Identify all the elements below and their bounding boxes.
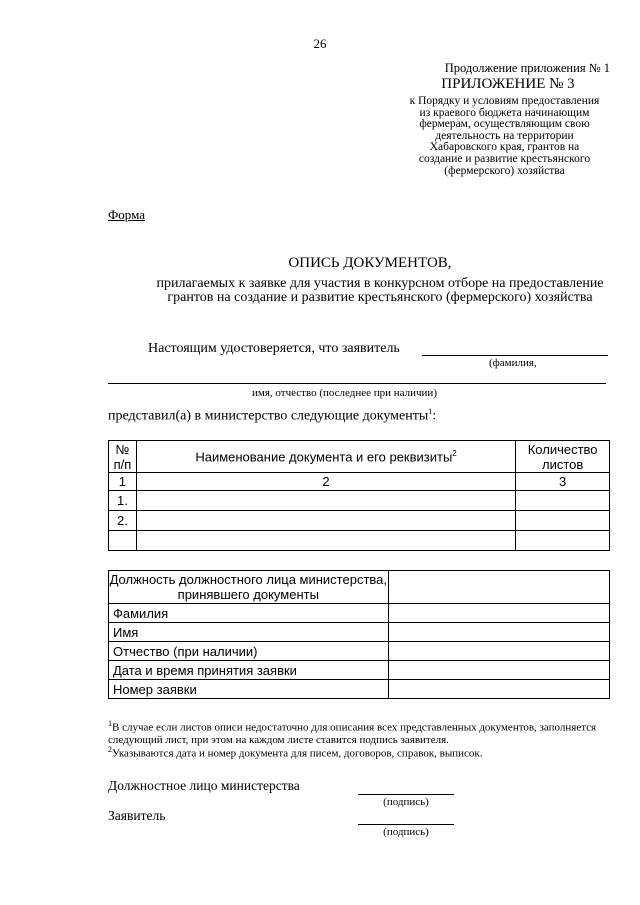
official-row bbox=[109, 661, 610, 680]
table-row bbox=[109, 531, 610, 551]
name-hint-full: имя, отчество (последнее при наличии) bbox=[252, 387, 437, 399]
applicant-signature-label: Заявитель bbox=[108, 808, 166, 823]
appendix-line: фермерам, осуществляющим свою bbox=[419, 118, 590, 131]
row-document-name[interactable] bbox=[136, 511, 515, 531]
document-title: ОПИСЬ ДОКУМЕНТОВ, bbox=[288, 255, 452, 271]
applicant-signature-line[interactable] bbox=[358, 824, 454, 825]
application-number-value[interactable] bbox=[388, 680, 609, 699]
applicant-name-line[interactable] bbox=[422, 355, 608, 356]
applicant-name-line-2[interactable] bbox=[108, 383, 606, 384]
acceptance-datetime-label: Дата и время принятия заявки bbox=[109, 661, 389, 680]
document-subtitle bbox=[60, 277, 640, 305]
name-hint-surname: (фамилия, bbox=[489, 357, 537, 369]
acceptance-datetime-value[interactable] bbox=[388, 661, 609, 680]
surname-value[interactable] bbox=[388, 604, 609, 623]
presented-colon: : bbox=[432, 408, 437, 424]
table-numbering-row bbox=[109, 473, 610, 491]
appendix-line: деятельность на территории bbox=[435, 129, 574, 142]
official-signature-label: Должностное лицо министерства bbox=[108, 778, 300, 793]
official-row bbox=[109, 604, 610, 623]
patronymic-value[interactable] bbox=[388, 642, 609, 661]
continuation-note: Продолжение приложения № 1 bbox=[444, 61, 610, 75]
appendix-line: из краевого бюджета начинающим bbox=[419, 106, 590, 119]
appendix-line: (фермерского) хозяйства bbox=[444, 164, 565, 177]
numbering-cell: 1 bbox=[109, 473, 137, 491]
footnote-2-mark: 2 bbox=[108, 745, 112, 754]
footnote-1-text: В случае если листов описи недостаточно для описания всех представленных документов, заполняется следующий лист, при этом на каждом листе ставится подпись заявителя. bbox=[108, 721, 597, 746]
official-signature-line[interactable] bbox=[358, 794, 454, 795]
official-position-value[interactable] bbox=[388, 571, 609, 604]
presented-text bbox=[108, 407, 436, 425]
row-sheet-count[interactable] bbox=[516, 531, 610, 551]
table-header-row bbox=[109, 441, 610, 473]
first-name-label: Имя bbox=[109, 623, 389, 642]
appendix-line: к Порядку и условиям предоставления bbox=[409, 95, 600, 107]
footnote-1-mark: 1 bbox=[108, 719, 112, 728]
row-sheet-count[interactable] bbox=[516, 511, 610, 531]
row-document-name[interactable] bbox=[136, 491, 515, 511]
official-row bbox=[109, 680, 610, 699]
presented-label: представил(а) в министерство следующие документы bbox=[108, 408, 429, 424]
row-number: 1. bbox=[109, 491, 137, 511]
row-number bbox=[109, 531, 137, 551]
certify-text: Настоящим удостоверяется, что заявитель bbox=[148, 341, 400, 356]
official-row bbox=[109, 623, 610, 642]
header-number: № п/п bbox=[109, 441, 137, 473]
patronymic-label: Отчество (при наличии) bbox=[109, 642, 389, 661]
appendix-line: создание и развитие крестьянского bbox=[418, 152, 591, 165]
surname-label: Фамилия bbox=[109, 604, 389, 623]
official-signature-caption: (подпись) bbox=[383, 796, 429, 808]
appendix-line: Хабаровского края, грантов на bbox=[429, 141, 580, 154]
numbering-cell: 2 bbox=[136, 473, 515, 491]
official-table bbox=[108, 570, 610, 699]
footnote-2-text: Указываются дата и номер документа для писем, договоров, справок, выписок. bbox=[112, 747, 483, 760]
first-name-value[interactable] bbox=[388, 623, 609, 642]
row-document-name[interactable] bbox=[136, 531, 515, 551]
applicant-signature-caption: (подпись) bbox=[383, 826, 429, 838]
numbering-cell: 3 bbox=[516, 473, 610, 491]
footnote-2 bbox=[108, 744, 628, 760]
official-row bbox=[109, 571, 610, 604]
row-number: 2. bbox=[109, 511, 137, 531]
official-position-label: Должность должностного лица министерства, принявшего документы bbox=[109, 572, 387, 602]
table-row bbox=[109, 511, 610, 531]
header-sheet-count: Количество листов bbox=[516, 441, 610, 473]
official-row bbox=[109, 642, 610, 661]
footnote-1 bbox=[108, 718, 628, 746]
page-number: 26 bbox=[313, 36, 327, 51]
row-sheet-count[interactable] bbox=[516, 491, 610, 511]
form-label: Форма bbox=[108, 207, 145, 222]
appendix-description bbox=[392, 96, 617, 177]
appendix-title: ПРИЛОЖЕНИЕ № 3 bbox=[441, 76, 575, 92]
footnote-ref-2: 2 bbox=[452, 448, 457, 458]
header-document-name: Наименование документа и его реквизиты$^2$ bbox=[136, 441, 515, 473]
application-number-label: Номер заявки bbox=[109, 680, 389, 699]
subtitle-line: грантов на создание и развитие крестьянского (фермерского) хозяйства bbox=[167, 290, 593, 305]
table-row bbox=[109, 491, 610, 511]
footnote-ref-1: 1 bbox=[428, 407, 433, 416]
subtitle-line: прилагаемых к заявке для участия в конкурсном отборе на предоставление bbox=[156, 276, 604, 291]
documents-table bbox=[108, 440, 610, 551]
